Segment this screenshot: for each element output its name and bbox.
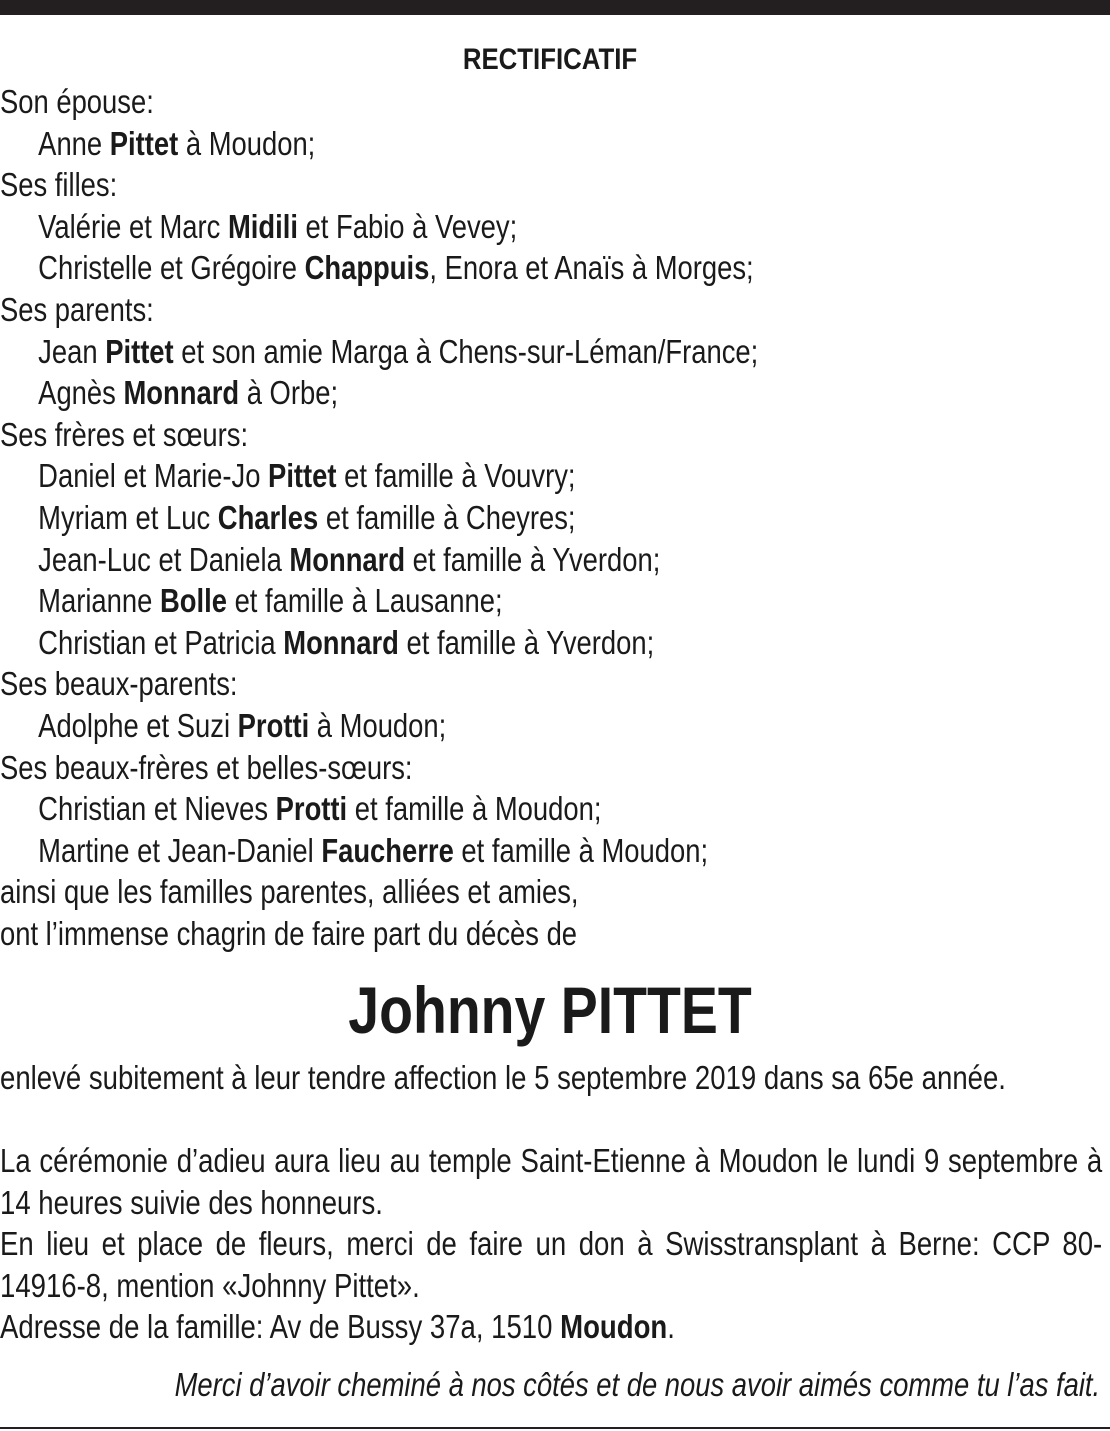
closing-quote: Merci d’avoir cheminé à nos côtés et de nous avoir aimés comme tu l’as fait. [174,1366,1100,1403]
closing-line: ainsi que les familles parentes, alliées et amies, [0,873,579,911]
donation-paragraph: En lieu et place de fleurs, merci de faire un don à Swisstransplant à Berne: CCP 80-14916-8, mention «Johnny Pittet». [0,1225,1103,1304]
member-surname: Pittet [109,124,179,162]
address-city: Moudon [560,1308,668,1345]
family-member: Jean-Luc et Daniela Monnard et famille à Yverdon; [38,540,661,578]
member-surname: Protti [275,790,348,828]
top-border-rule [0,0,1110,15]
member-surname: Bolle [159,582,227,620]
family-member: Anne Pittet à Moudon; [38,124,316,162]
family-list [0,81,1110,954]
family-member: Valérie et Marc Midili et Fabio à Vevey; [38,207,518,245]
family-member: Daniel et Marie-Jo Pittet et famille à Vouvry; [38,457,576,495]
bottom-border-rule [0,1427,1110,1429]
family-member: Jean Pittet et son amie Marga à Chens-sur-Léman/France; [38,332,759,370]
closing-line: ont l’immense chagrin de faire part du décès de [0,914,578,952]
group-label: Son épouse: [0,83,154,120]
member-surname: Pittet [105,332,174,370]
member-surname: Monnard [123,374,240,412]
family-member: Martine et Jean-Daniel Faucherre et famille à Moudon; [38,831,709,869]
group-label: Ses beaux-frères et belles-sœurs: [0,748,413,786]
address-paragraph: Adresse de la famille: Av de Bussy 37a, 1510 Moudon. [0,1308,675,1345]
family-member: Christelle et Grégoire Chappuis, Enora et Anaïs à Morges; [38,249,754,287]
deceased-name: Johnny PITTET [348,973,752,1047]
group-label: Ses beaux-parents: [0,665,238,703]
family-member: Agnès Monnard à Orbe; [38,374,339,412]
member-surname: Pittet [268,457,337,495]
member-surname: Chappuis [304,249,430,287]
family-member: Marianne Bolle et famille à Lausanne; [38,582,503,620]
family-member: Myriam et Luc Charles et famille à Cheyres; [38,498,576,536]
ceremony-paragraph: La cérémonie d’adieu aura lieu au temple Saint-Etienne à Moudon le lundi 9 septembre à 14 heures suivie des honneurs. [0,1142,1103,1221]
family-member: Christian et Patricia Monnard et famille à Yverdon; [38,623,655,661]
member-surname: Monnard [283,623,399,661]
member-surname: Monnard [289,540,406,578]
member-surname: Faucherre [321,831,454,869]
member-surname: Charles [217,498,319,536]
family-member: Adolphe et Suzi Protti à Moudon; [38,706,447,744]
member-surname: Midili [227,207,298,245]
group-label: Ses parents: [0,290,154,328]
notice-heading: RECTIFICATIF [462,43,638,76]
group-label: Ses frères et sœurs: [0,415,249,453]
member-surname: Protti [237,706,310,744]
family-member: Christian et Nieves Protti et famille à Moudon; [38,790,602,828]
group-label: Ses filles: [0,166,118,204]
death-paragraph: enlevé subitement à leur tendre affection le 5 septembre 2019 dans sa 65e année. [0,1059,1006,1096]
